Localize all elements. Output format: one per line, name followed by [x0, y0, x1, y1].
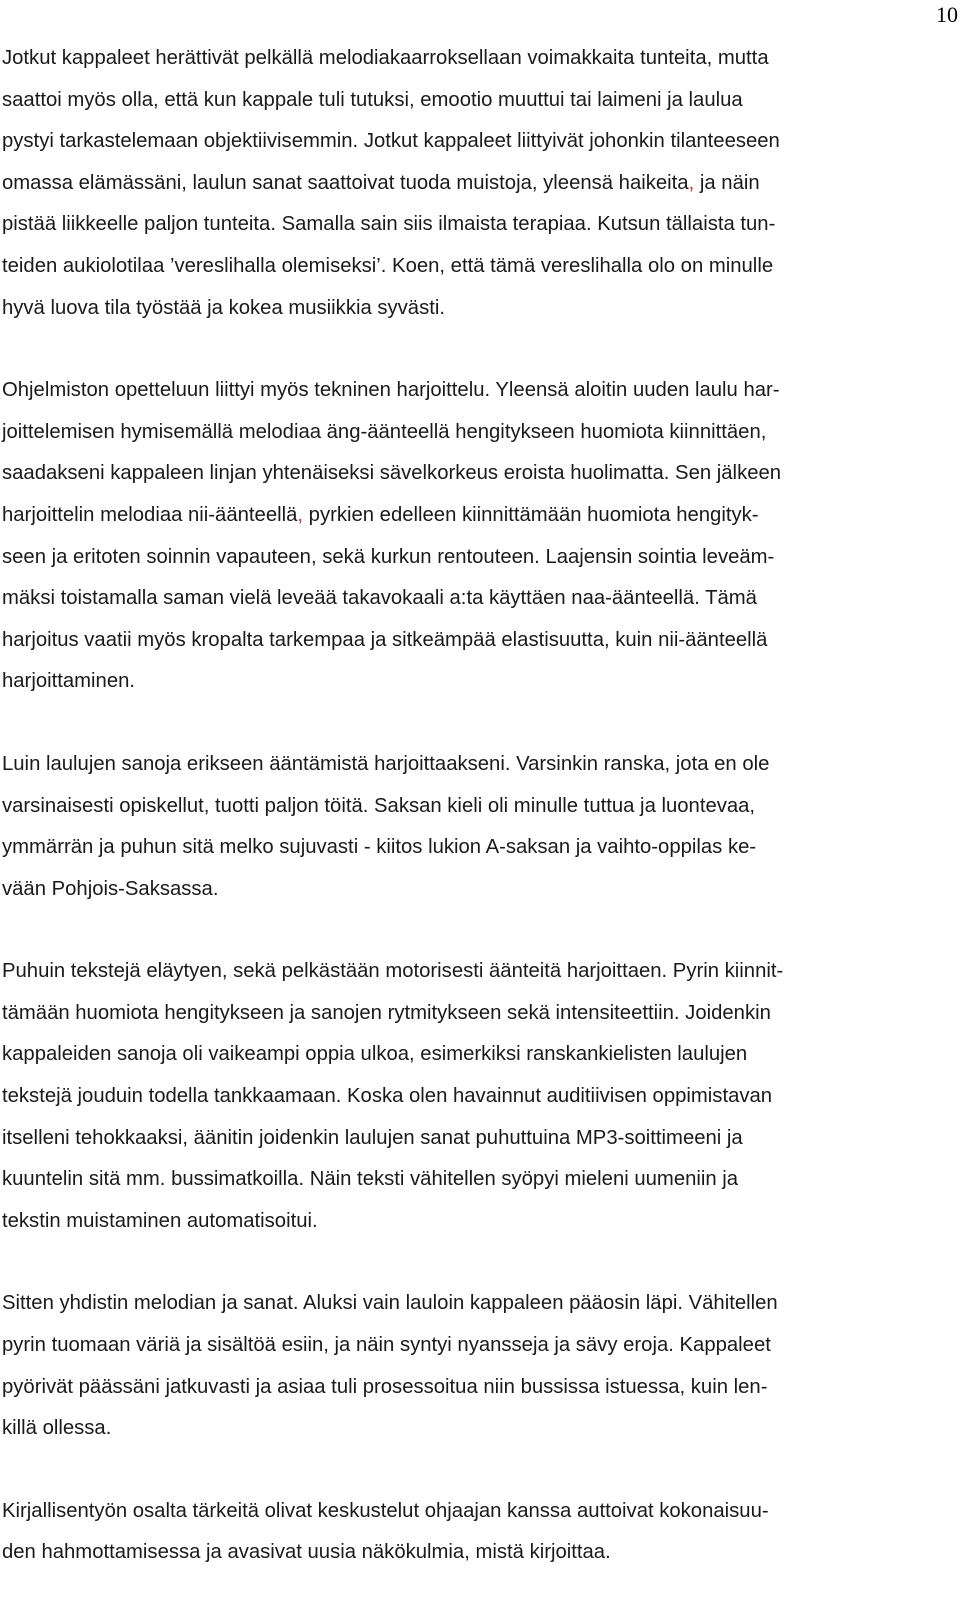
text-line: tämään huomiota hengitykseen ja sanojen rytmitykseen sekä intensiteettiin. Joidenkin [2, 1001, 771, 1024]
text-segment: pyrkien edelleen kiinnittämään huomiota hengityk- [303, 503, 759, 526]
text-line: Luin laulujen sanoja erikseen ääntämistä harjoittaakseni. Varsinkin ranska, jota en ole [2, 752, 770, 775]
text-line: Ohjelmiston opetteluun liittyi myös tekninen harjoittelu. Yleensä aloitin uuden laulu har- [2, 379, 780, 402]
text-line: joittelemisen hymisemällä melodiaa äng-äänteellä hengitykseen huomiota kiinnittäen, [2, 420, 767, 443]
text-line: Kirjallisentyön osalta tärkeitä olivat keskustelut ohjaajan kanssa auttoivat kokonaisuu- [2, 1499, 769, 1522]
text-line: kuuntelin sitä mm. bussimatkoilla. Näin teksti vähitellen syöpyi mieleni uumeniin ja [2, 1168, 739, 1191]
text-line: hyvä luova tila työstää ja kokea musiikkia syvästi. [2, 296, 445, 319]
text-line: kappaleiden sanoja oli vaikeampi oppia ulkoa, esimerkiksi ranskankielisten laulujen [2, 1043, 748, 1066]
text-line: vään Pohjois-Saksassa. [2, 877, 219, 900]
highlighted-comma: , [297, 503, 304, 526]
text-line: teiden aukiolotilaa ’vereslihalla olemiseksi’. Koen, että tämä vereslihalla olo on minulle [2, 254, 774, 277]
text-segment: harjoittelin melodiaa nii-äänteellä [2, 503, 298, 526]
text-line: tekstin muistaminen automatisoitui. [2, 1209, 318, 1232]
text-segment: ja näin [694, 171, 760, 194]
text-line: Sitten yhdistin melodian ja sanat. Aluksi vain lauloin kappaleen pääosin läpi. Vähitellen [2, 1292, 778, 1315]
paragraph-4 [2, 951, 938, 1242]
text-line: ymmärrän ja puhun sitä melko sujuvasti - kiitos lukion A-saksan ja vaihto-oppilas ke- [2, 836, 757, 859]
paragraph-6 [2, 1491, 938, 1574]
text-line: saadakseni kappaleen linjan yhtenäiseksi sävelkorkeus eroista huolimatta. Sen jälkeen [2, 462, 782, 485]
text-line: itselleni tehokkaaksi, äänitin joidenkin laulujen sanat puhuttuina MP3-soittimeeni ja [2, 1126, 743, 1149]
paragraph-5 [2, 1283, 938, 1449]
text-line [2, 495, 938, 537]
document-body [2, 38, 938, 1615]
text-line: saattoi myös olla, että kun kappale tuli tutuksi, emootio muuttui tai laimeni ja laulua [2, 88, 743, 111]
text-line: killä ollessa. [2, 1417, 112, 1440]
text-line: pyörivät päässäni jatkuvasti ja asiaa tuli prosessoitua niin bussissa istuessa, kuin len- [2, 1375, 768, 1398]
text-line: mäksi toistamalla saman vielä leveää takavokaali a:ta käyttäen naa-äänteellä. Tämä [2, 587, 757, 610]
paragraph-2 [2, 370, 938, 703]
text-line: seen ja eritoten soinnin vapauteen, sekä kurkun rentouteen. Laajensin sointia leveäm- [2, 545, 775, 568]
text-line: pistää liikkeelle paljon tunteita. Samalla sain siis ilmaista terapiaa. Kutsun tällaista tun- [2, 213, 776, 236]
text-line: Jotkut kappaleet herättivät pelkällä melodiakaarroksellaan voimakkaita tunteita, mutta [2, 47, 769, 69]
text-line: tekstejä jouduin todella tankkaamaan. Koska olen havainnut auditiivisen oppimistavan [2, 1085, 773, 1108]
text-line: varsinaisesti opiskellut, tuotti paljon töitä. Saksan kieli oli minulle tuttua ja luontevaa, [2, 794, 756, 817]
page-number: 10 [936, 2, 958, 27]
text-line: harjoitus vaatii myös kropalta tarkempaa ja sitkeämpää elastisuutta, kuin nii-äänteellä [2, 628, 768, 651]
text-line: pystyi tarkastelemaan objektiivisemmin. Jotkut kappaleet liittyivät johonkin tilanteeseen [2, 130, 780, 153]
text-segment: omassa elämässäni, laulun sanat saattoivat tuoda muistoja, yleensä haikeita [2, 171, 689, 194]
highlighted-comma: , [688, 171, 695, 194]
text-line: pyrin tuomaan väriä ja sisältöä esiin, ja näin syntyi nyansseja ja sävy eroja. Kappaleet [2, 1334, 771, 1357]
text-line: Puhuin tekstejä eläytyen, sekä pelkästään motorisesti äänteitä harjoittaen. Pyrin kiinnit- [2, 960, 784, 983]
text-line [2, 163, 938, 205]
paragraph-1 [2, 38, 938, 329]
paragraph-3 [2, 744, 938, 910]
text-line: den hahmottamisessa ja avasivat uusia näkökulmia, mistä kirjoittaa. [2, 1541, 611, 1564]
text-line: harjoittaminen. [2, 670, 136, 693]
